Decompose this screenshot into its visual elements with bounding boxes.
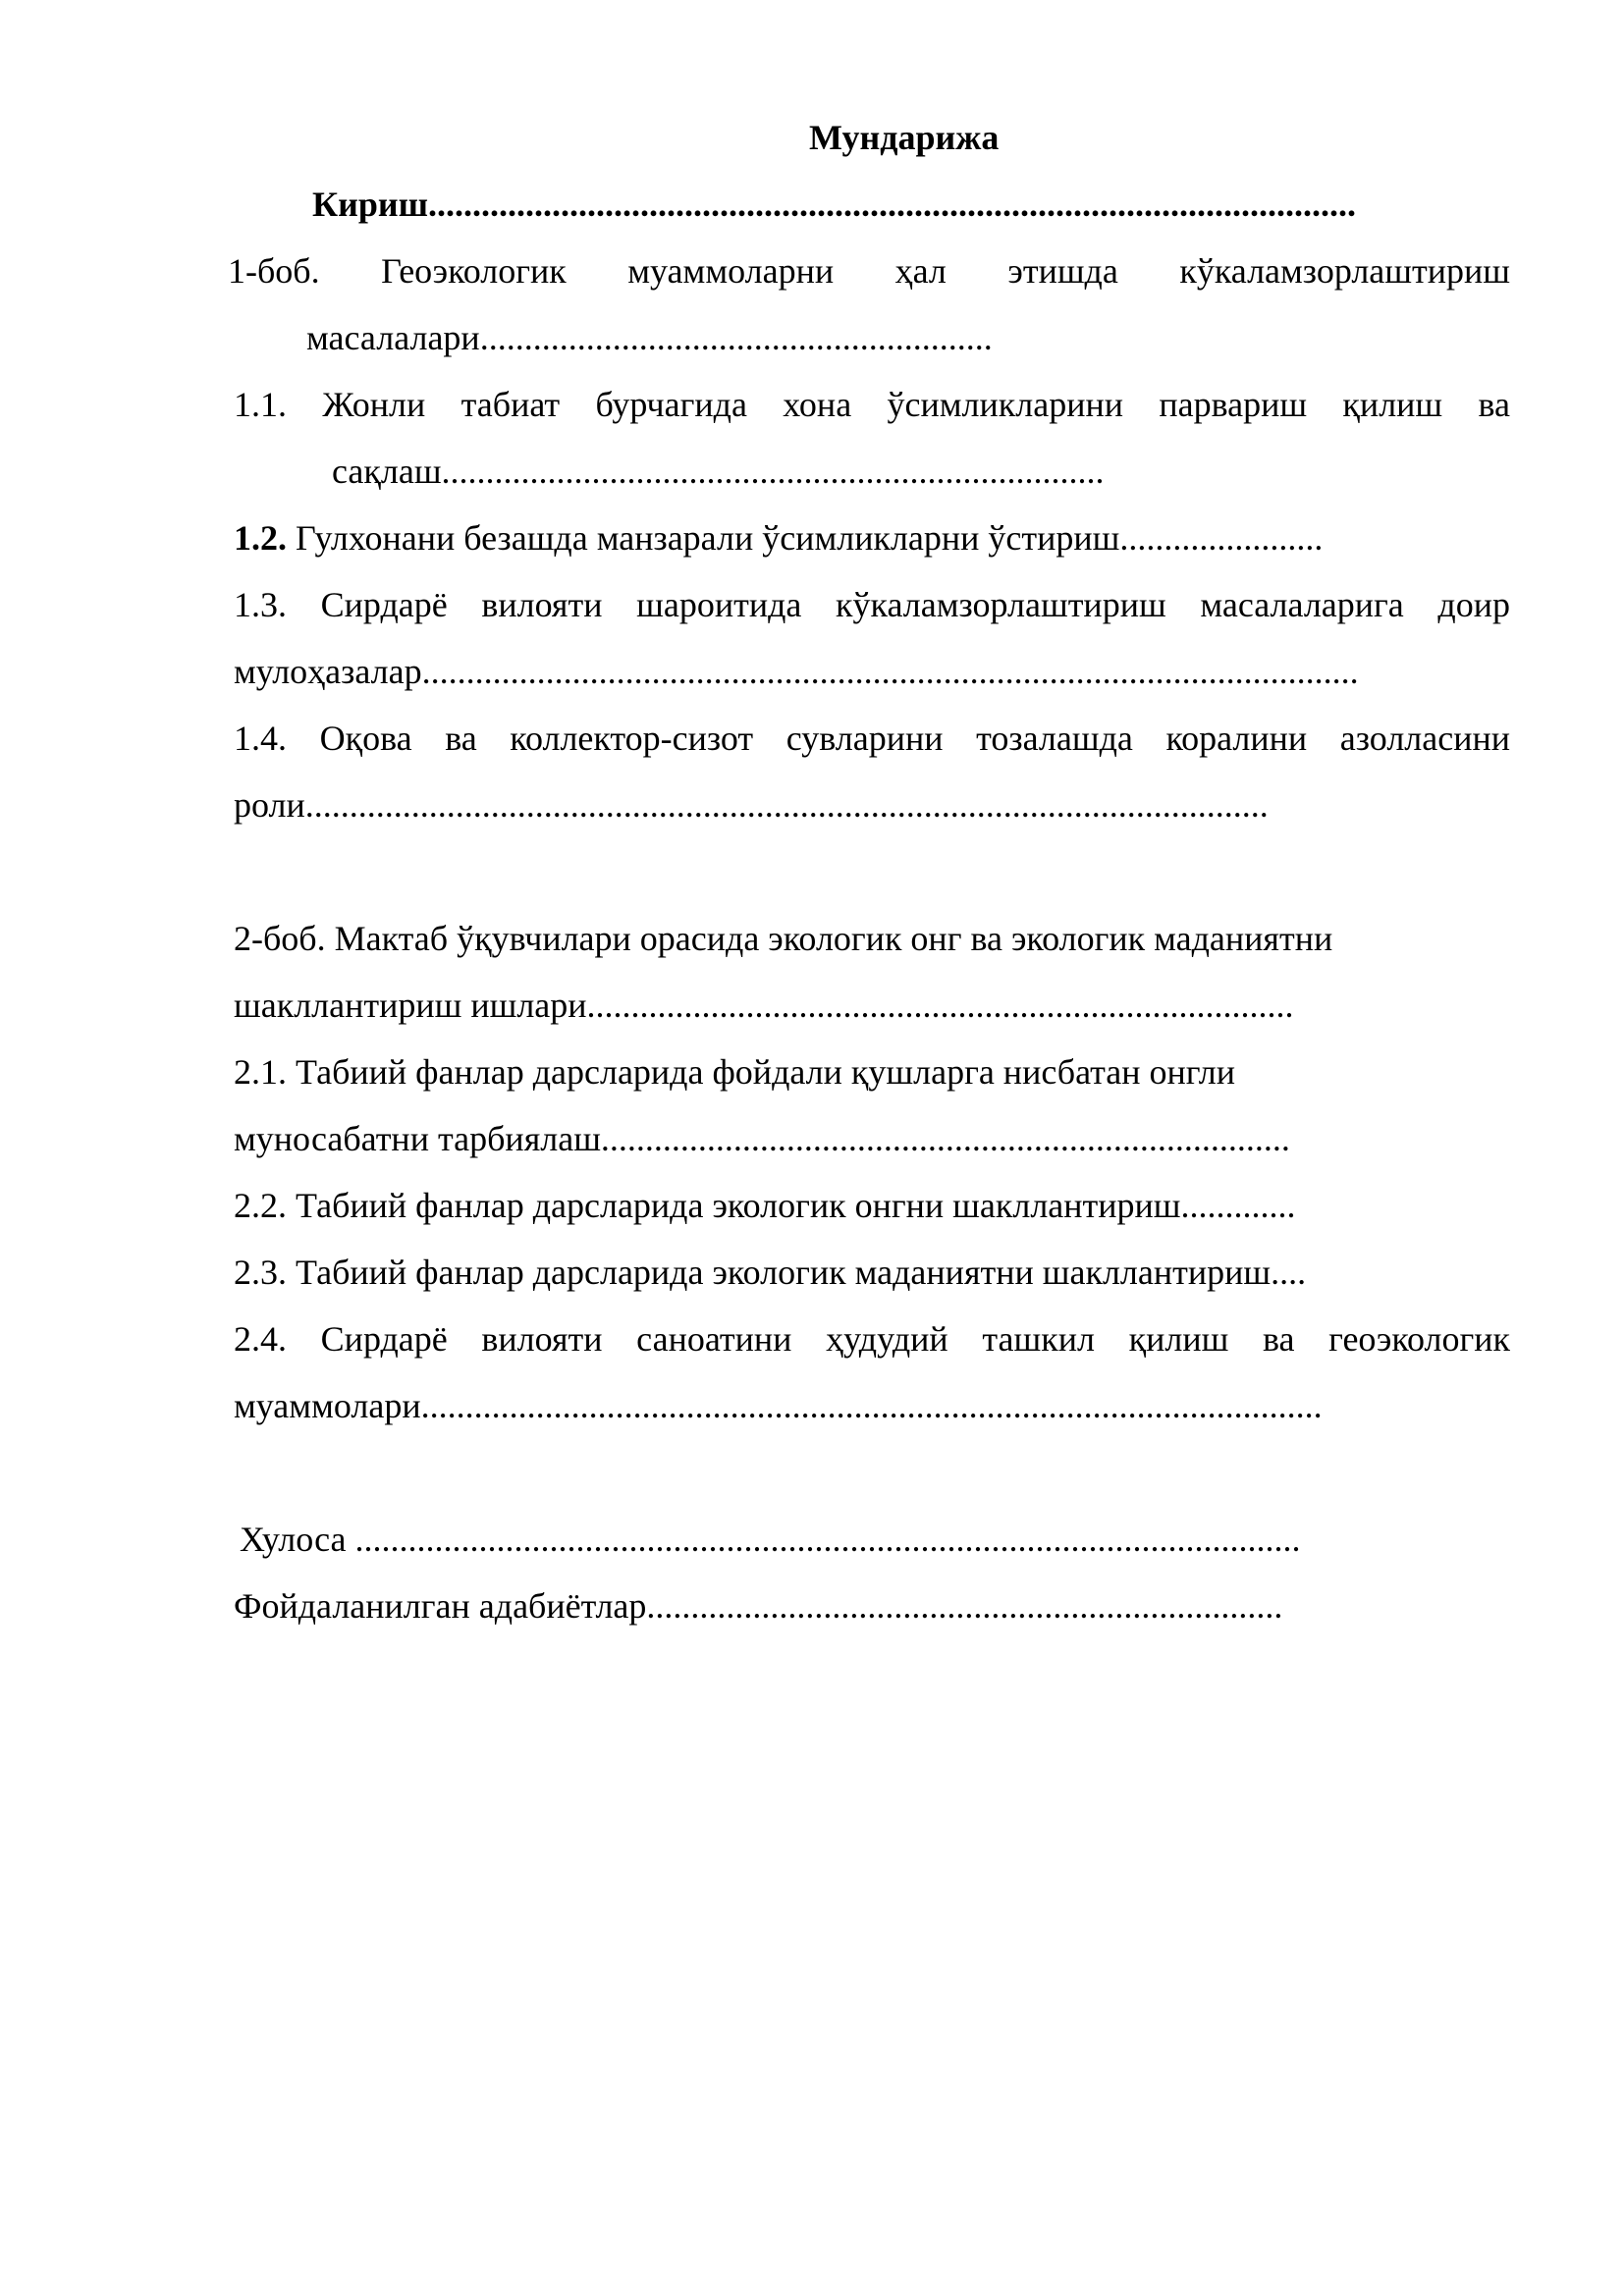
toc-entry-2-2: 2.2. Табиий фанлар дарсларида экологик онгни шакллантириш............. [234, 1186, 1296, 1225]
toc-entry-1-1-line-2: сақлаш........................................................................... [332, 452, 1105, 491]
toc-title: Мундарижа [809, 118, 1000, 157]
toc-entry-1-2-text: Гулхонани безашда манзарали ўсимликларни ўстириш....................... [287, 518, 1324, 558]
toc-entry-1-3-line-2: мулоҳазалар.......................................................................................................... [234, 652, 1359, 691]
toc-entry-chapter-1-line-1: 1-боб. Геоэкологик муаммоларни ҳал этишда кўкаламзорлаштириш [228, 251, 1510, 291]
toc-entry-1-1-line-1: 1.1. Жонли табиат бурчагида хона ўсимликларини парвариш қилиш ва [234, 385, 1510, 424]
toc-entry-2-4-line-2: муаммолари...................................................................................................... [234, 1386, 1323, 1425]
toc-entry-2-1-line-1: 2.1. Табиий фанлар дарсларида фойдали қушларга нисбатан онгли [234, 1052, 1235, 1092]
toc-entry-1-2 [234, 516, 1323, 560]
toc-entry-chapter-1-line-2: масалалари.......................................................... [306, 318, 993, 357]
toc-entry-chapter-2-line-2: шакллантириш ишлари................................................................................ [234, 986, 1294, 1025]
toc-entry-1-2-number: 1.2. [234, 518, 287, 558]
toc-entry-chapter-2-line-1: 2-боб. Мактаб ўқувчилари орасида экологик онг ва экологик маданиятни [234, 919, 1333, 958]
toc-entry-1-4-line-2: роли............................................................................................................. [234, 785, 1269, 825]
toc-entry-references: Фойдаланилган адабиётлар........................................................................ [234, 1586, 1283, 1626]
toc-entry-1-4-line-1: 1.4. Оқова ва коллектор-сизот сувларини тозалашда коралини азолласини [234, 719, 1510, 758]
toc-entry-1-3-line-1: 1.3. Сирдарё вилояти шароитида кўкаламзорлаштириш масалаларига доир [234, 585, 1510, 624]
toc-entry-intro: Кириш......................................................................................................... [312, 185, 1357, 224]
toc-entry-2-1-line-2: муносабатни тарбиялаш.............................................................................. [234, 1119, 1290, 1158]
toc-entry-2-4-line-1: 2.4. Сирдарё вилояти саноатини ҳудудий ташкил қилиш ва геоэкологик [234, 1319, 1510, 1359]
toc-entry-conclusion: Хулоса ........................................................................................................... [240, 1520, 1301, 1559]
toc-entry-2-3: 2.3. Табиий фанлар дарсларида экологик маданиятни шакллантириш.... [234, 1253, 1307, 1292]
